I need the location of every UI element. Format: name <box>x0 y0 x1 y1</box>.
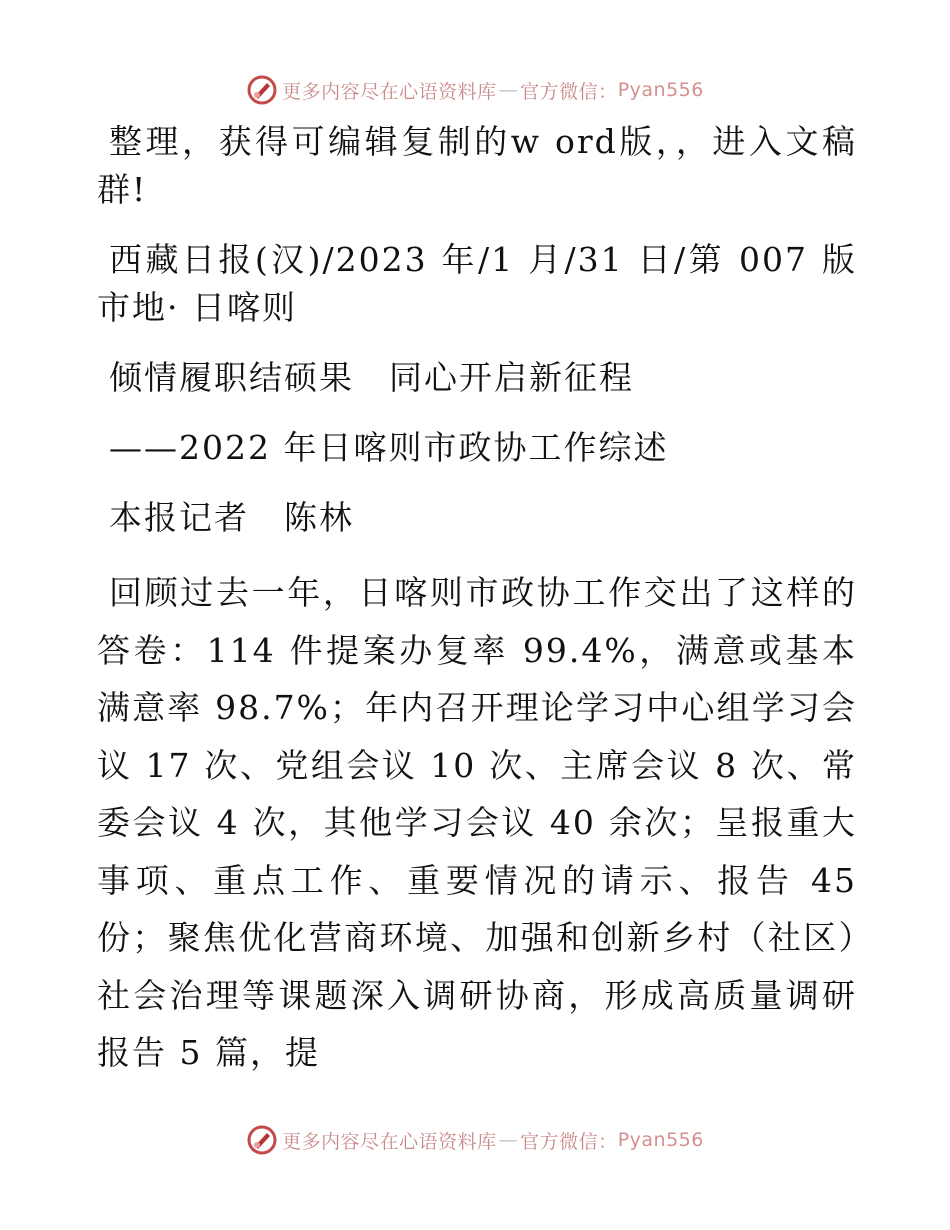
seal-logo-icon <box>246 1124 278 1156</box>
watermark-text: 更多内容尽在心语资料库 <box>282 1130 497 1153</box>
watermark-text: 更多内容尽在心语资料库 <box>282 80 497 103</box>
source-line: 西藏日报(汉)/2023 年/1 月/31 日/第 007 版市地· 日喀则 <box>97 240 857 327</box>
watermark-separator: — <box>498 1129 519 1151</box>
header-watermark <box>0 70 950 110</box>
watermark-wechat-id: Pyan556 <box>617 79 704 101</box>
watermark-wechat-id: Pyan556 <box>617 1129 704 1151</box>
watermark-separator: — <box>498 79 519 101</box>
article-subtitle: ——2022 年日喀则市政协工作综述 <box>109 428 669 467</box>
watermark-label: 官方微信： <box>520 1130 618 1153</box>
watermark-label: 官方微信： <box>520 80 618 103</box>
footer-watermark <box>0 1120 950 1160</box>
document-body <box>97 118 857 1082</box>
intro-paragraph: 整理，获得可编辑复制的w ord版，，进入文稿群! <box>97 122 857 209</box>
seal-logo-icon <box>246 74 278 106</box>
article-title: 倾情履职结硕果 同心开启新征程 <box>109 358 634 397</box>
author-line: 本报记者 陈林 <box>109 498 354 537</box>
body-paragraph: 回顾过去一年，日喀则市政协工作交出了这样的答卷：114 件提案办复率 99.4%，满意或基本满意率 98.7%；年内召开理论学习中心组学习会议 17 次、党组会议 10 次、主席会议 8 次、常委会议 4 次，其他学习会议 40 余次；呈报重大事项、重点工作、重要情况的请示、报告 45 份；聚焦优化营商环境、加强和创新乡村（社区）社会治理等课题深入调研协商，形成高质量调研报告 5 篇，提 <box>97 573 857 1072</box>
